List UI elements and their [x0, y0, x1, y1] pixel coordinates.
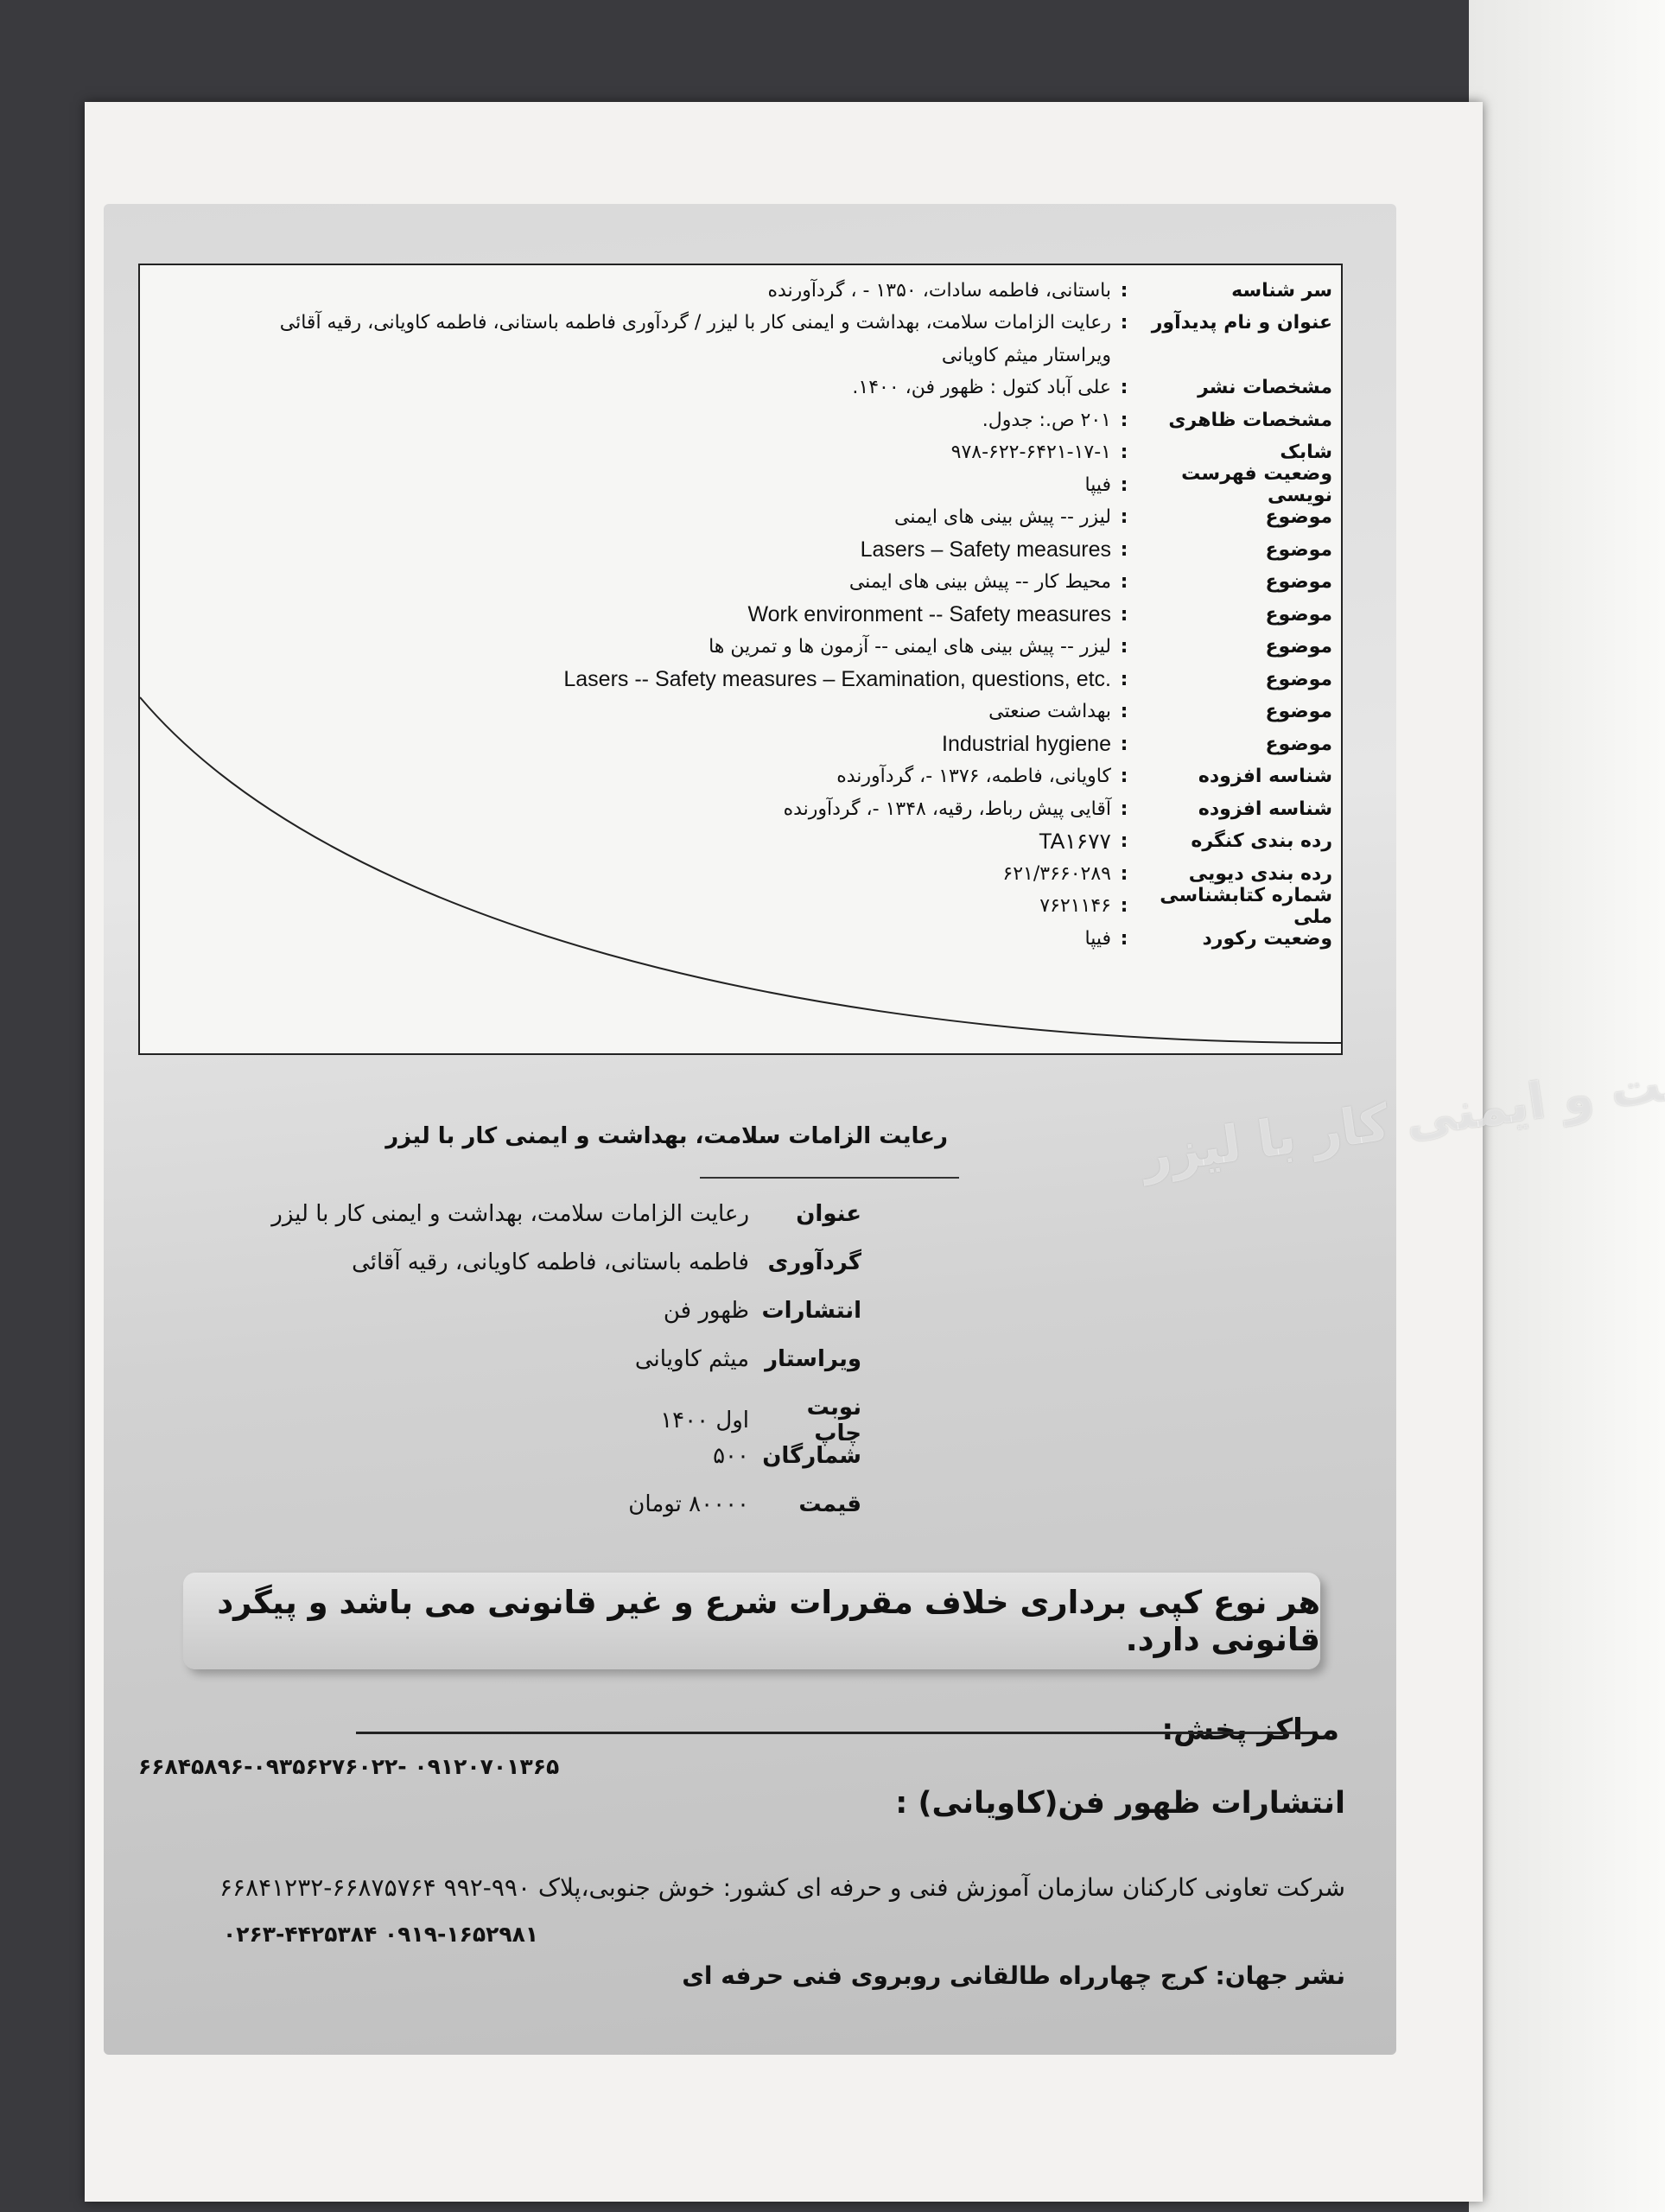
cip-row [747, 598, 1341, 631]
publisher-name: انتشارات ظهور فن(کاویانی) : [895, 1786, 1345, 1821]
cip-label: رده بندی کنگره [1191, 830, 1332, 852]
info-row [713, 1443, 861, 1469]
info-row [628, 1491, 861, 1517]
cip-row [784, 792, 1341, 825]
cip-label: عنوان و نام پدیدآور [1151, 312, 1332, 334]
copyright-warning-text: هر نوع کپی برداری خلاف مقررات شرع و غیر قانونی می باشد و پیگرد قانونی دارد. [217, 1584, 1320, 1658]
info-row [664, 1298, 861, 1324]
cip-value: ۲۰۱ ص.: جدول. [982, 409, 1111, 431]
info-row [635, 1346, 861, 1372]
info-label: شمارگان [762, 1443, 861, 1469]
cip-label: موضوع [1265, 701, 1332, 722]
title-underline [700, 1177, 959, 1179]
cip-value: فیپا [1084, 474, 1111, 496]
cip-value: Lasers -- Safety measures – Examination, questions, etc. [563, 666, 1111, 691]
cip-value: کاویانی، فاطمه، ۱۳۷۶ -، گردآورنده [836, 766, 1111, 787]
cip-value: Work environment -- Safety measures [747, 601, 1111, 626]
info-label: عنوان [796, 1201, 861, 1227]
cooperative-address: شرکت تعاونی کارکنان سازمان آموزش فنی و حرفه ای کشور: خوش جنوبی،پلاک ۹۹۰-۹۹۲ ۶۶۸۷۵۷۶۴-۶۶۸۴۱۲۳۲ [219, 1873, 1345, 1902]
book-title: رعایت الزامات سلامت، بهداشت و ایمنی کار با لیزر [385, 1123, 948, 1149]
cip-colon: : [1120, 862, 1128, 885]
cip-label: رده بندی دیویی [1188, 862, 1332, 885]
jahan-address: نشر جهان: کرج چهارراه طالقانی روبروی فنی حرفه ای [682, 1961, 1345, 1990]
cip-label: موضوع [1265, 506, 1332, 528]
cip-value: محیط کار -- پیش بینی های ایمنی [848, 571, 1111, 593]
info-row [271, 1201, 861, 1227]
cip-row [861, 533, 1341, 566]
cip-value: ۷۶۲۱۱۴۶ [1039, 895, 1111, 917]
cip-value: فیپا [1084, 927, 1111, 950]
cip-colon: : [1120, 603, 1128, 626]
cip-row [982, 404, 1341, 436]
info-value: اول ۱۴۰۰ [660, 1408, 749, 1433]
copyright-warning [183, 1573, 1320, 1669]
info-label: انتشارات [761, 1298, 861, 1324]
cip-label: موضوع [1265, 733, 1332, 755]
cip-label: سر شناسه [1231, 279, 1332, 302]
cip-row [849, 566, 1341, 599]
cip-colon: : [1120, 766, 1128, 787]
cip-colon: : [1120, 312, 1128, 334]
cip-colon: : [1120, 733, 1128, 755]
cip-label: شناسه افزوده [1198, 798, 1332, 820]
cip-row [852, 372, 1341, 404]
cip-row [988, 696, 1341, 728]
cip-colon: : [1120, 798, 1128, 820]
cip-row [1084, 463, 1342, 506]
cip-label: موضوع [1265, 538, 1332, 561]
cip-colon: : [1120, 442, 1128, 463]
cip-label: وضعیت فهرست نویسی [1181, 463, 1332, 506]
publisher-phones: ۶۶۸۴۵۸۹۶-۰۹۳۵۶۲۷۶۰۲۲- ۰۹۱۲۰۷۰۱۳۶۵ [138, 1754, 560, 1779]
cip-label: شابک [1280, 442, 1332, 463]
cip-colon: : [1120, 927, 1128, 950]
cip-value: رعایت الزامات سلامت، بهداشت و ایمنی کار با لیزر / گردآوری فاطمه باستانی، فاطمه کاویانی، رقیه آقائی [279, 312, 1111, 334]
cip-label: موضوع [1265, 571, 1332, 593]
info-value: ۸۰۰۰۰ تومان [628, 1491, 749, 1517]
info-value: رعایت الزامات سلامت، بهداشت و ایمنی کار با لیزر [271, 1201, 749, 1227]
cip-colon: : [1120, 474, 1128, 496]
info-value: فاطمه باستانی، فاطمه کاویانی، رقیه آقائی [352, 1249, 749, 1275]
cip-label: موضوع [1265, 668, 1332, 690]
info-row [660, 1395, 861, 1446]
cip-label: شماره کتابشناسی ملی [1160, 884, 1332, 928]
cip-colon: : [1120, 668, 1128, 690]
info-row [352, 1249, 861, 1275]
cip-label: مشخصات نشر [1198, 377, 1332, 398]
info-label: قیمت [798, 1491, 861, 1517]
distribution-underline [356, 1732, 1313, 1734]
cip-row [1039, 825, 1341, 858]
cip-row [1039, 884, 1341, 928]
cip-row [894, 501, 1341, 534]
info-value: میثم کاویانی [634, 1346, 749, 1372]
cip-label: وضعیت رکورد [1202, 927, 1332, 950]
cip-colon: : [1120, 830, 1128, 852]
cip-colon: : [1120, 895, 1128, 917]
cip-colon: : [1120, 636, 1128, 658]
cip-value: Industrial hygiene [942, 731, 1111, 756]
cip-value: لیزر -- پیش بینی های ایمنی [894, 506, 1111, 528]
cip-colon: : [1120, 701, 1128, 722]
cip-row [280, 307, 1341, 340]
cip-colon: : [1120, 506, 1128, 528]
cip-row [1085, 922, 1342, 955]
info-label: ویراستار [765, 1346, 861, 1372]
info-value: ۵۰۰ [713, 1443, 749, 1469]
cip-row [942, 339, 1341, 372]
cip-value: ۶۲۱/۳۶۶۰۲۸۹ [1002, 862, 1111, 885]
cip-value: آقایی پیش رباط، رقیه، ۱۳۴۸ -، گردآورنده [783, 798, 1111, 820]
cip-row [767, 274, 1341, 307]
info-label: نوبت چاپ [806, 1395, 861, 1446]
jahan-phones: ۰۲۶۳-۴۴۲۵۳۸۴ ۰۹۱۹-۱۶۵۲۹۸۱ [223, 1922, 539, 1947]
cip-value: لیزر -- پیش بینی های ایمنی -- آزمون ها و تمرین ها [709, 636, 1111, 658]
info-label: گردآوری [767, 1249, 861, 1275]
cip-row [563, 663, 1341, 696]
cip-colon: : [1120, 279, 1128, 302]
cip-value: TA۱۶۷۷ [1039, 829, 1111, 854]
cip-value: بهداشت صنعتی [988, 701, 1111, 722]
cip-label: شناسه افزوده [1198, 766, 1332, 787]
cip-colon: : [1120, 409, 1128, 431]
cip-row [942, 728, 1341, 760]
cip-record-box [138, 264, 1343, 1055]
cip-label: مشخصات ظاهری [1168, 409, 1332, 431]
cip-colon: : [1120, 571, 1128, 593]
distribution-heading: مراکز پخش: [1161, 1713, 1339, 1747]
cip-colon: : [1120, 377, 1128, 398]
cip-colon: : [1120, 538, 1128, 561]
cip-row [709, 631, 1341, 664]
cip-value: باستانی، فاطمه سادات، ۱۳۵۰ - ، گردآورنده [767, 279, 1111, 302]
cip-value: ۹۷۸-۶۲۲-۶۴۲۱-۱۷-۱ [950, 442, 1111, 463]
cip-row [836, 760, 1341, 793]
cip-value: علی آباد کتول : ظهور فن، ۱۴۰۰. [852, 377, 1111, 398]
cip-label: موضوع [1265, 636, 1332, 658]
cip-value: ویراستار میثم کاویانی [941, 344, 1111, 366]
book-title-watermark: بهداشت و ایمنی کار با لیزر [1138, 1033, 1665, 1186]
cip-value: Lasers – Safety measures [860, 537, 1111, 562]
cip-label: موضوع [1265, 603, 1332, 626]
info-value: ظهور فن [663, 1298, 749, 1324]
